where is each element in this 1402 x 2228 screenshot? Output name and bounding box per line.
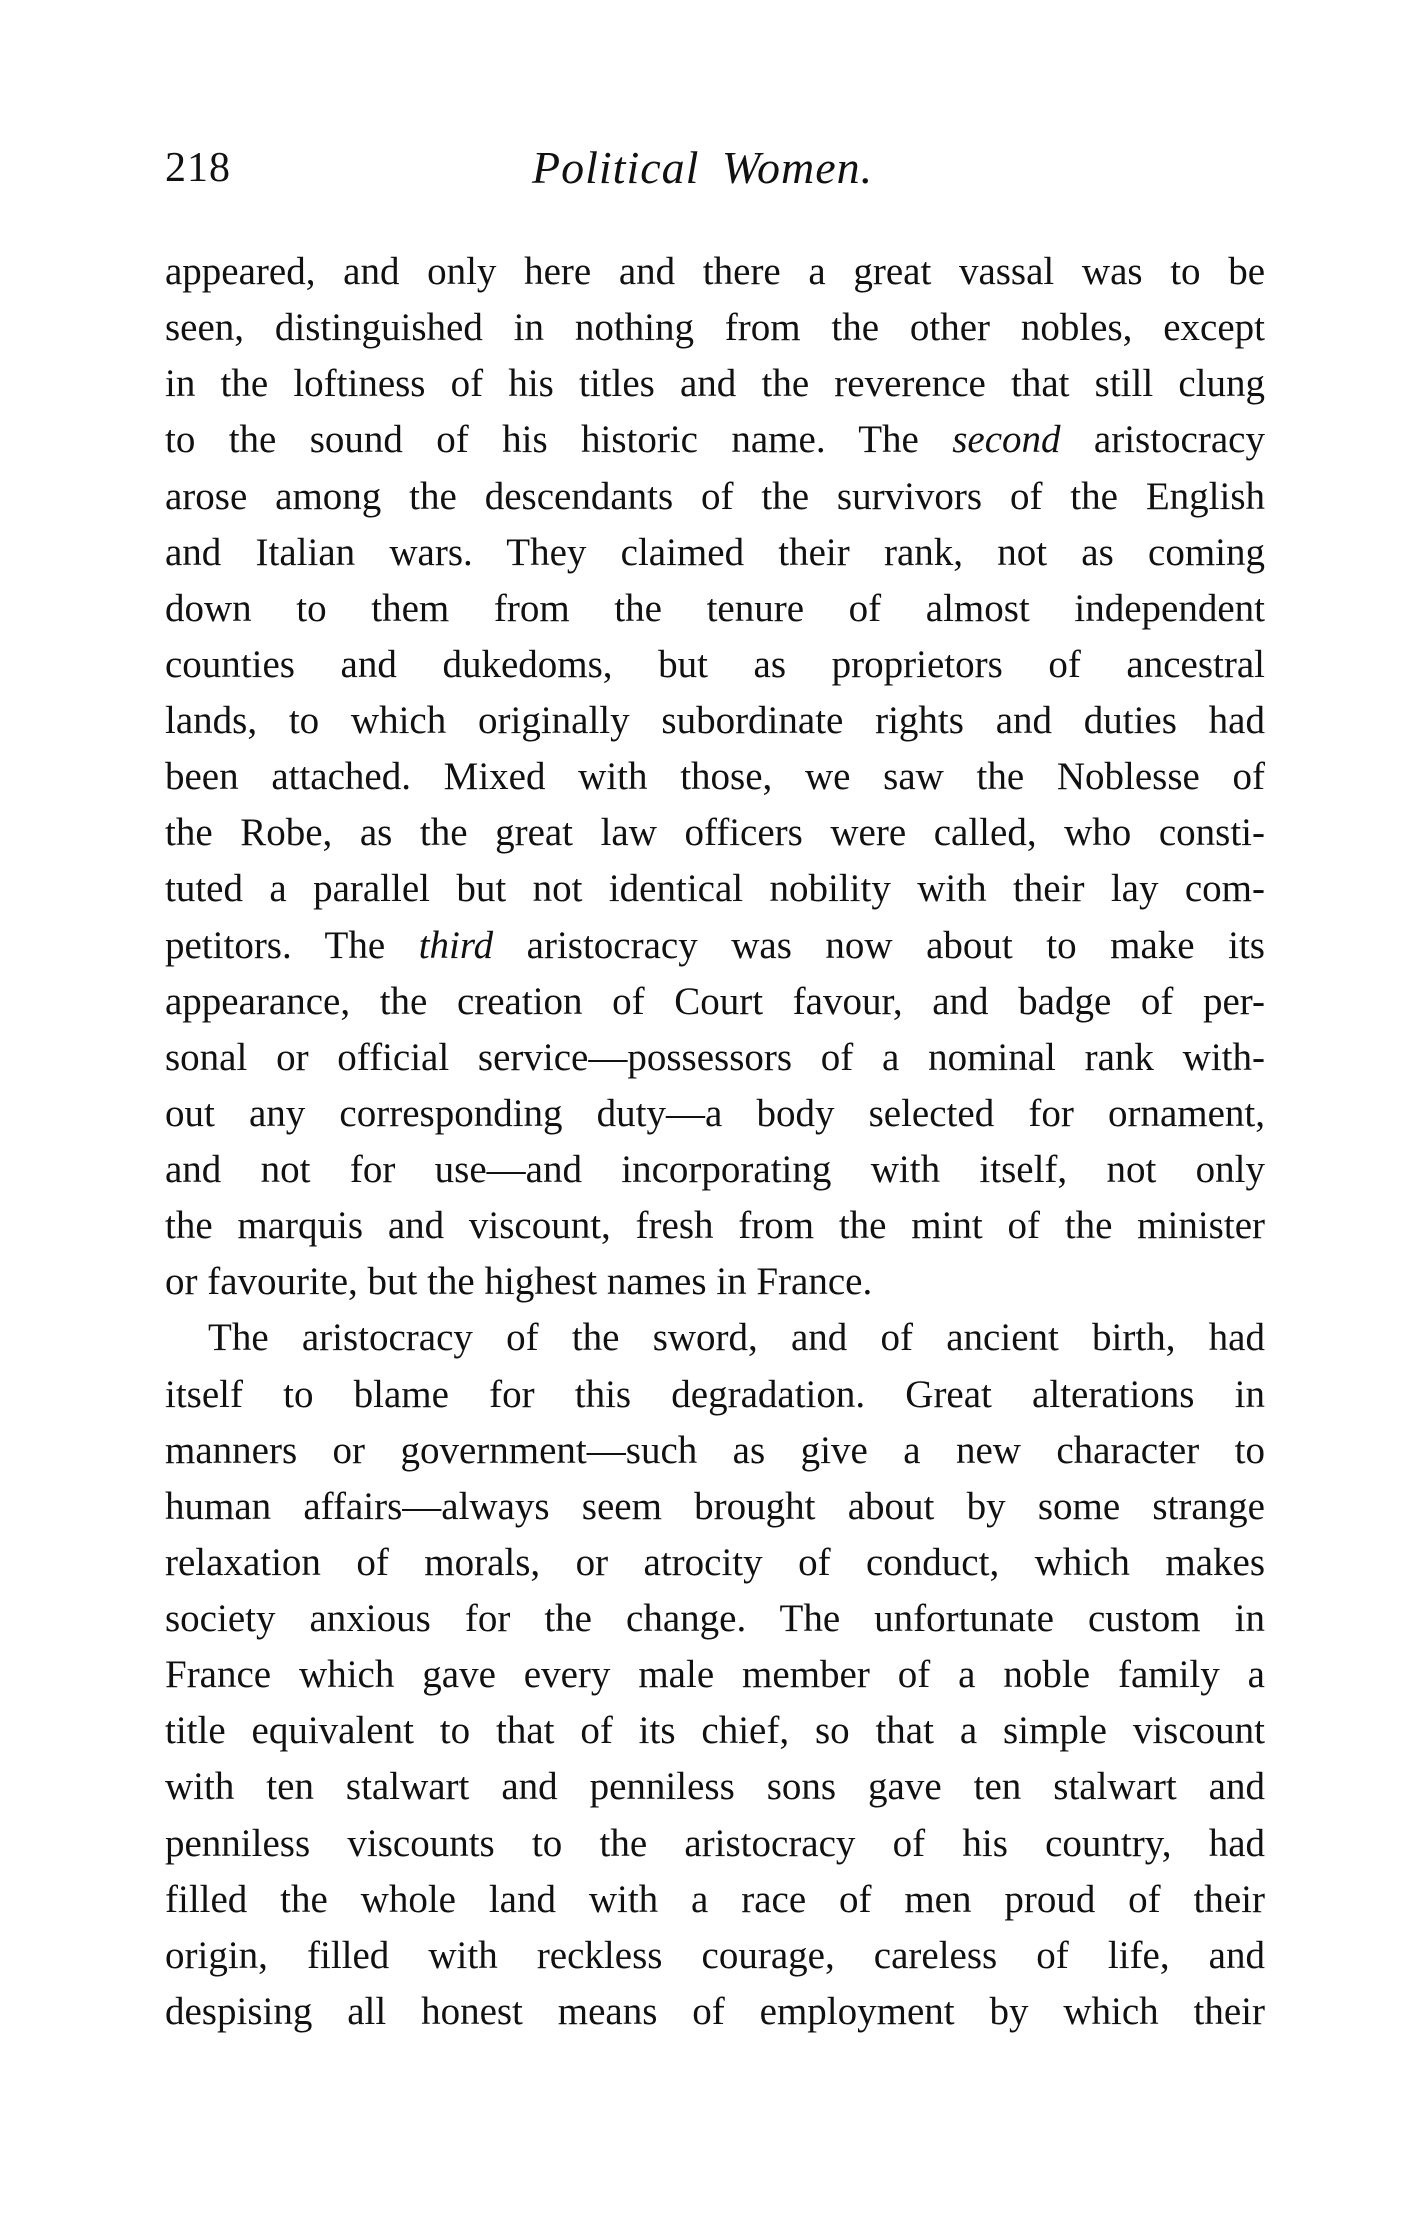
paragraph-1 (165, 244, 1265, 1310)
text-line: been attached. Mixed with those, we saw the Noblesse of (165, 755, 1265, 799)
text-line: and Italian wars. They claimed their rank, not as coming (165, 530, 1265, 574)
text-line: tuted a parallel but not identical nobility with their lay com- (165, 867, 1265, 911)
text-line: despising all honest means of employment by which their (165, 1989, 1265, 2033)
text-line: The aristocracy of the sword, and of ancient birth, had (208, 1316, 1265, 1360)
text-line: with ten stalwart and penniless sons gave ten stalwart and (165, 1765, 1265, 1809)
text-line: arose among the descendants of the survivors of the English (165, 474, 1265, 518)
text-line: the marquis and viscount, fresh from the mint of the minister (165, 1204, 1265, 1248)
text-line: sonal or official service—possessors of a nominal rank with- (165, 1035, 1265, 1079)
text-line (165, 918, 1265, 974)
text-line: origin, filled with reckless courage, careless of life, and (165, 1933, 1265, 1977)
text-line (165, 412, 1265, 468)
text-segment: aristocracy was now about to make its (493, 923, 1265, 967)
text-line: human affairs—always seem brought about by some strange (165, 1484, 1265, 1528)
text-line: appearance, the creation of Court favour, and badge of per- (165, 979, 1265, 1023)
italic-emphasis: second (952, 418, 1061, 462)
paragraph-2 (165, 1310, 1265, 2040)
text-line: out any corresponding duty—a body selected for ornament, (165, 1091, 1265, 1135)
text-line: appeared, and only here and there a great vassal was to be (165, 250, 1265, 293)
text-line: filled the whole land with a race of men proud of their (165, 1877, 1265, 1921)
page-number: 218 (165, 145, 231, 191)
text-line: down to them from the tenure of almost independent (165, 586, 1265, 630)
italic-emphasis: third (418, 923, 494, 967)
text-segment: aristocracy (1060, 418, 1265, 462)
running-head (165, 138, 1265, 198)
text-segment: to the sound of his historic name. The (165, 418, 953, 462)
text-line: title equivalent to that of its chief, so that a simple viscount (165, 1709, 1265, 1753)
text-line: seen, distinguished in nothing from the other nobles, except (165, 306, 1265, 350)
text-line: society anxious for the change. The unfortunate custom in (165, 1597, 1265, 1640)
text-line: the Robe, as the great law officers were called, who consti- (165, 811, 1265, 855)
text-line: penniless viscounts to the aristocracy of his country, had (165, 1821, 1265, 1865)
text-line: relaxation of morals, or atrocity of conduct, which makes (165, 1540, 1265, 1584)
text-line: lands, to which originally subordinate rights and duties had (165, 699, 1265, 742)
text-segment: petitors. The (165, 923, 419, 967)
text-line: or favourite, but the highest names in France. (165, 1260, 873, 1304)
body-text (165, 244, 1265, 2040)
text-line: in the loftiness of his titles and the reverence that still clung (165, 362, 1265, 406)
text-line: itself to blame for this degradation. Great alterations in (165, 1372, 1265, 1416)
text-line: counties and dukedoms, but as proprietors of ancestral (165, 642, 1265, 686)
text-line: manners or government—such as give a new character to (165, 1428, 1265, 1472)
text-line: and not for use—and incorporating with itself, not only (165, 1148, 1265, 1191)
text-line: France which gave every male member of a noble family a (165, 1653, 1265, 1697)
running-title: Political Women. (532, 142, 874, 193)
